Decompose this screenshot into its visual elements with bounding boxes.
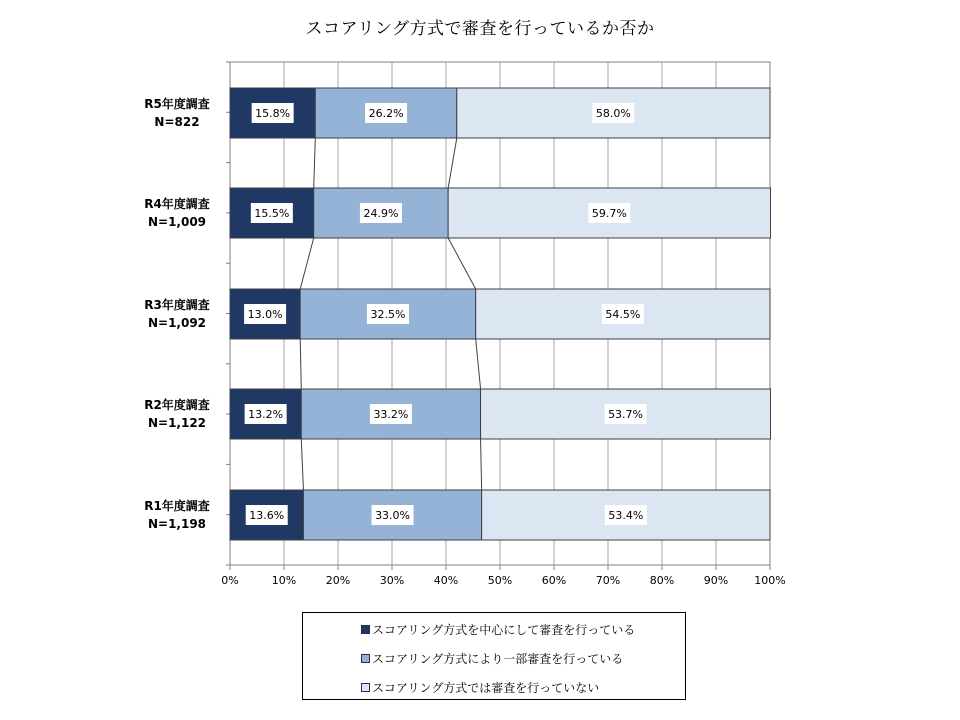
- category-label: [122, 95, 232, 131]
- category-name: R4年度調査: [144, 197, 210, 211]
- x-tick-label: 40%: [433, 574, 459, 587]
- x-tick-label: 20%: [325, 574, 351, 587]
- data-label: 15.8%: [255, 107, 291, 120]
- data-label: 59.7%: [591, 207, 627, 220]
- data-label: 33.0%: [375, 509, 411, 522]
- data-label: 26.2%: [368, 107, 404, 120]
- legend-label: スコアリング方式により一部審査を行っている: [372, 652, 624, 666]
- category-n: N=1,198: [147, 517, 207, 531]
- category-name: R2年度調査: [144, 398, 210, 412]
- x-tick-label: 10%: [271, 574, 297, 587]
- category-label: [122, 195, 232, 231]
- category-n: N=1,092: [147, 316, 207, 330]
- x-tick-label: 50%: [487, 574, 513, 587]
- data-label: 33.2%: [373, 408, 409, 421]
- category-label: [122, 296, 232, 332]
- category-name: R5年度調査: [144, 97, 210, 111]
- x-tick-label: 80%: [649, 574, 675, 587]
- category-n: N=1,122: [147, 416, 207, 430]
- chart-title: スコアリング方式で審査を行っているか否か: [305, 19, 655, 39]
- data-label: 13.2%: [248, 408, 284, 421]
- legend-item: [361, 621, 635, 638]
- data-label: 15.5%: [254, 207, 290, 220]
- legend-swatch: [361, 625, 370, 634]
- legend-item: [361, 679, 599, 696]
- data-label: 24.9%: [363, 207, 399, 220]
- category-label: [122, 497, 232, 533]
- legend-swatch: [361, 654, 370, 663]
- legend: [302, 612, 686, 700]
- legend-label: スコアリング方式を中心にして審査を行っている: [372, 623, 636, 637]
- data-label: 58.0%: [595, 107, 631, 120]
- legend-item: [361, 650, 623, 667]
- data-label: 13.6%: [249, 509, 285, 522]
- category-n: N=822: [154, 115, 200, 129]
- data-label: 13.0%: [247, 308, 283, 321]
- legend-label: スコアリング方式では審査を行っていない: [372, 681, 600, 695]
- category-name: R3年度調査: [144, 298, 210, 312]
- data-label: 53.7%: [608, 408, 644, 421]
- category-name: R1年度調査: [144, 499, 210, 513]
- category-label: [122, 396, 232, 432]
- x-tick-label: 100%: [754, 574, 786, 587]
- category-n: N=1,009: [147, 215, 207, 229]
- legend-swatch: [361, 683, 370, 692]
- data-label: 53.4%: [608, 509, 644, 522]
- x-tick-label: 90%: [703, 574, 729, 587]
- x-tick-label: 70%: [595, 574, 621, 587]
- data-label: 32.5%: [370, 308, 406, 321]
- x-tick-label: 60%: [541, 574, 567, 587]
- x-tick-label: 30%: [379, 574, 405, 587]
- data-label: 54.5%: [605, 308, 641, 321]
- x-tick-label: 0%: [221, 574, 239, 587]
